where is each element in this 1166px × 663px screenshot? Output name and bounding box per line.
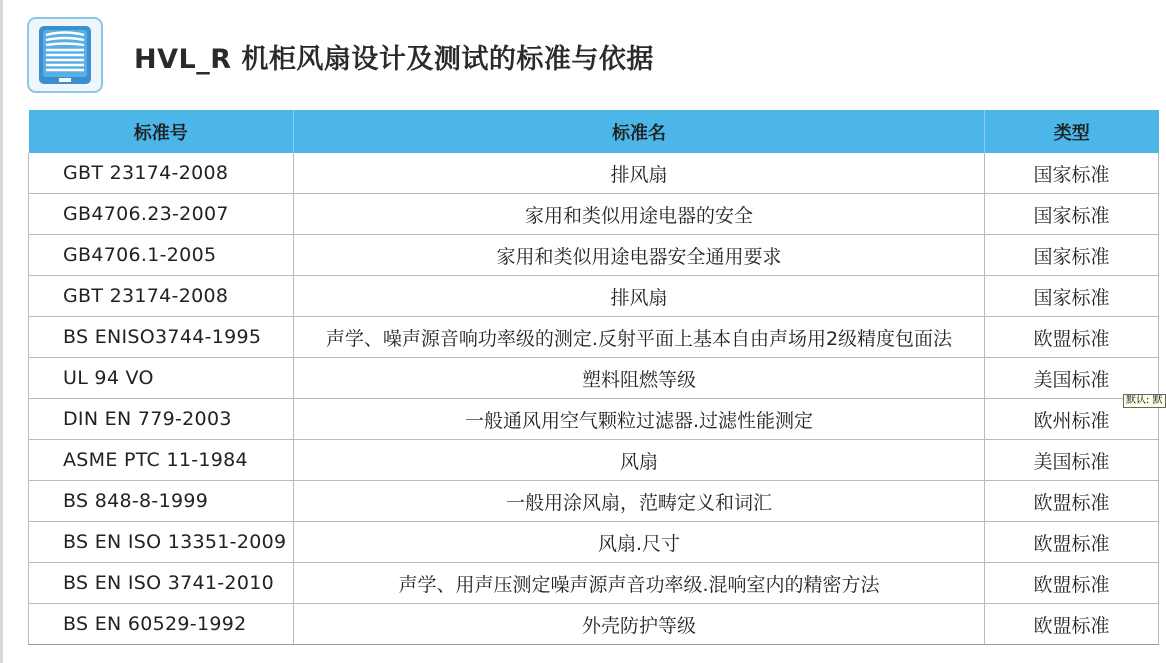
standard-code-cell: GB4706.1-2005 [29, 235, 294, 276]
table-row [29, 522, 1159, 563]
standard-type-cell: 国家标准 [985, 235, 1159, 276]
standard-code-cell: GB4706.23-2007 [29, 194, 294, 235]
table-row [29, 481, 1159, 522]
default-tooltip: 默认: 默 [1123, 394, 1166, 408]
standard-name-cell: 家用和类似用途电器安全通用要求 [294, 235, 985, 276]
table-row [29, 440, 1159, 481]
standard-code-cell: BS EN ISO 13351-2009 [29, 522, 294, 563]
standard-type-cell: 欧州标准 [985, 399, 1159, 440]
standard-type-cell: 美国标准 [985, 440, 1159, 481]
standard-name-cell: 风扇.尺寸 [294, 522, 985, 563]
table-header-row [29, 110, 1159, 153]
table-row [29, 276, 1159, 317]
standard-name-cell: 风扇 [294, 440, 985, 481]
table-row [29, 194, 1159, 235]
standards-table [28, 110, 1159, 645]
left-edge-rule [0, 0, 3, 663]
column-header-type: 类型 [985, 110, 1159, 153]
standard-type-cell: 欧盟标准 [985, 481, 1159, 522]
table-row [29, 358, 1159, 399]
standard-code-cell: GBT 23174-2008 [29, 276, 294, 317]
logo [27, 17, 103, 93]
fan-grille-icon [29, 19, 101, 91]
column-header-standard-name: 标准名 [294, 110, 985, 153]
column-header-standard-number: 标准号 [29, 110, 294, 153]
standard-name-cell: 外壳防护等级 [294, 604, 985, 645]
standard-code-cell: BS 848-8-1999 [29, 481, 294, 522]
standard-code-cell: BS EN ISO 3741-2010 [29, 563, 294, 604]
standard-name-cell: 排风扇 [294, 153, 985, 194]
standard-name-cell: 排风扇 [294, 276, 985, 317]
table-row [29, 235, 1159, 276]
table-row [29, 317, 1159, 358]
table-row [29, 604, 1159, 645]
standard-name-cell: 声学、用声压测定噪声源声音功率级.混响室内的精密方法 [294, 563, 985, 604]
standard-name-cell: 一般用涂风扇，范畴定义和词汇 [294, 481, 985, 522]
standard-code-cell: BS ENISO3744-1995 [29, 317, 294, 358]
standard-type-cell: 国家标准 [985, 276, 1159, 317]
standard-code-cell: BS EN 60529-1992 [29, 604, 294, 645]
standard-name-cell: 声学、噪声源音响功率级的测定.反射平面上基本自由声场用2级精度包面法 [294, 317, 985, 358]
standard-name-cell: 塑料阻燃等级 [294, 358, 985, 399]
standard-code-cell: ASME PTC 11-1984 [29, 440, 294, 481]
standard-type-cell: 国家标准 [985, 194, 1159, 235]
standard-code-cell: UL 94 VO [29, 358, 294, 399]
standard-code-cell: GBT 23174-2008 [29, 153, 294, 194]
standard-type-cell: 美国标准 [985, 358, 1159, 399]
standard-name-cell: 一般通风用空气颗粒过滤器.过滤性能测定 [294, 399, 985, 440]
table-row [29, 563, 1159, 604]
standard-type-cell: 欧盟标准 [985, 522, 1159, 563]
standard-code-cell: DIN EN 779-2003 [29, 399, 294, 440]
standard-type-cell: 欧盟标准 [985, 317, 1159, 358]
standard-name-cell: 家用和类似用途电器的安全 [294, 194, 985, 235]
table-row [29, 153, 1159, 194]
standard-type-cell: 国家标准 [985, 153, 1159, 194]
standards-table-container [28, 110, 1158, 645]
page-title: HVL_R 机柜风扇设计及测试的标准与依据 [134, 44, 654, 75]
table-row [29, 399, 1159, 440]
standard-type-cell: 欧盟标准 [985, 604, 1159, 645]
standard-type-cell: 欧盟标准 [985, 563, 1159, 604]
